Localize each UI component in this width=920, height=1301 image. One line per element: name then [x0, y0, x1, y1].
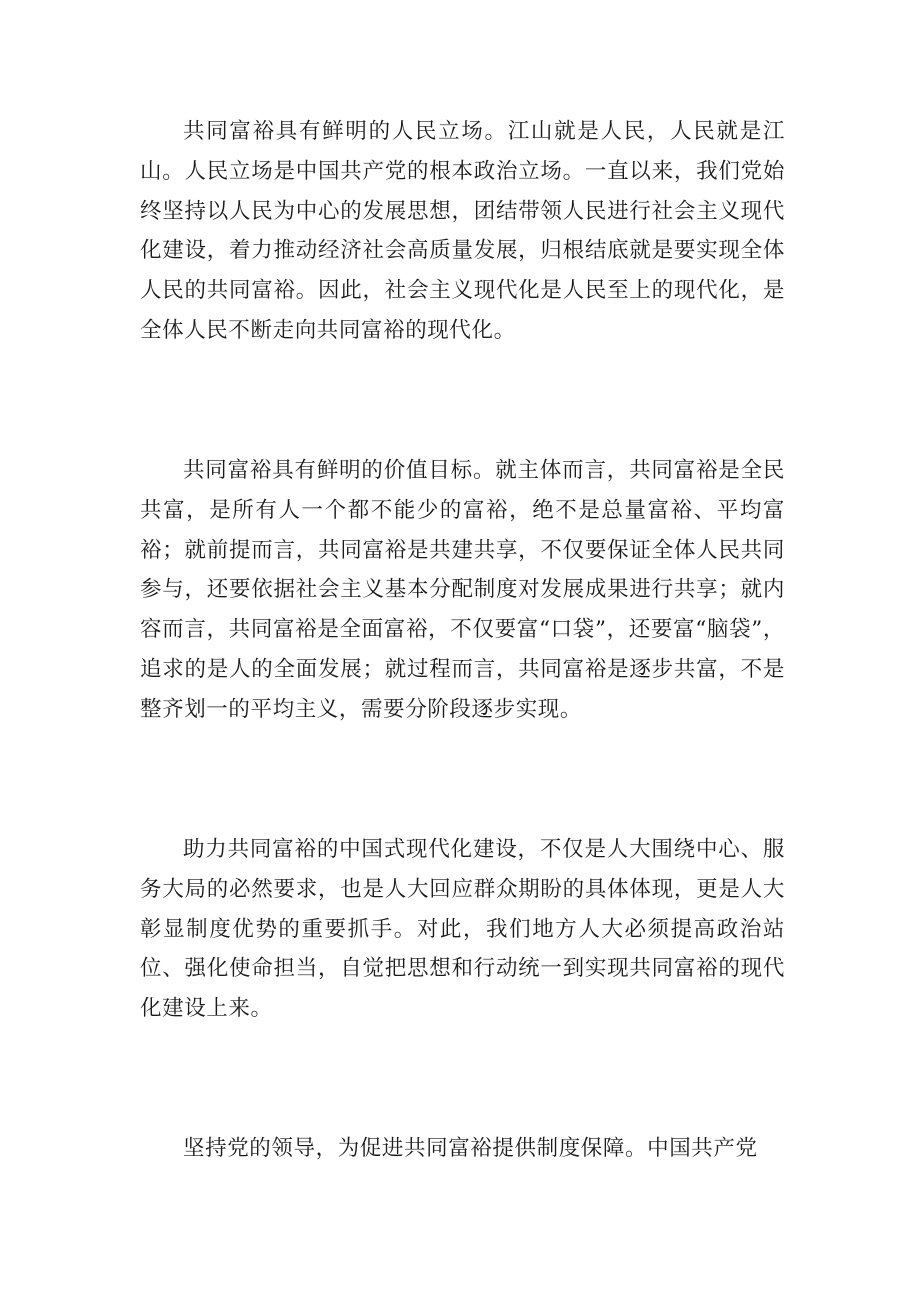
- paragraph-party-leadership: 坚持党的领导，为促进共同富裕提供制度保障。中国共产党: [183, 1136, 758, 1161]
- paragraph-people-stance: 共同富裕具有鲜明的人民立场。江山就是人民，人民就是江山。人民立场是中国共产党的根本政治立场。一直以来，我们党始终坚持以人民为中心的发展思想，团结带领人民进行社会主义现代化建设，着力推动经济社会高质量发展，归根结底就是要实现全体人民的共同富裕。因此，社会主义现代化是人民至上的现代化，是全体人民不断走向共同富裕的现代化。: [140, 119, 785, 343]
- paragraph-npc-role: 助力共同富裕的中国式现代化建设，不仅是人大围绕中心、服务大局的必然要求，也是人大回应群众期盼的具体体现，更是人大彰显制度优势的重要抓手。对此，我们地方人大必须提高政治站位、强化使命担当，自觉把思想和行动统一到实现共同富裕的现代化建设上来。: [140, 837, 785, 1022]
- paragraph-value-goal: 共同富裕具有鲜明的价值目标。就主体而言，共同富裕是全民共富，是所有人一个都不能少的富裕，绝不是总量富裕、平均富裕；就前提而言，共同富裕是共建共享，不仅要保证全体人民共同参与，还要依据社会主义基本分配制度对发展成果进行共享；就内容而言，共同富裕是全面富裕，不仅要富“口袋”，还要富“脑袋”，追求的是人的全面发展；就过程而言，共同富裕是逐步共富，不是整齐划一的平均主义，需要分阶段逐步实现。: [140, 458, 785, 722]
